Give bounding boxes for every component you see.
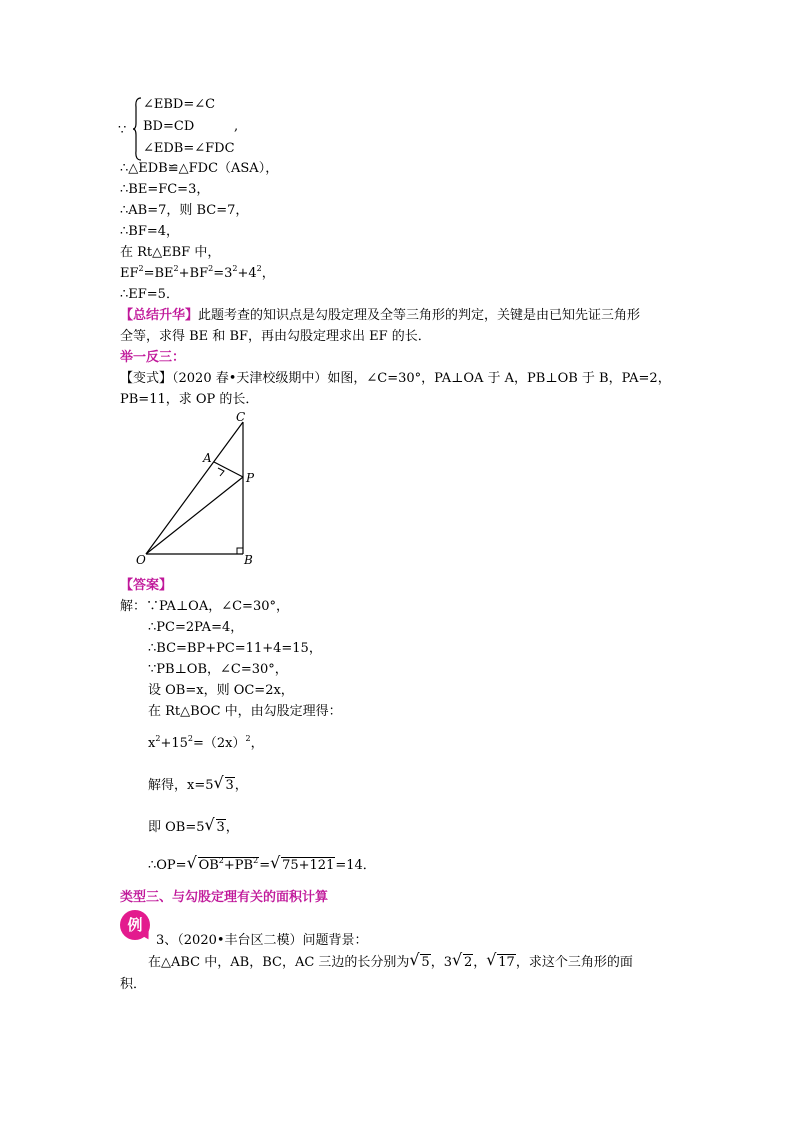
label-B: B [244,553,253,567]
system-comma: , [234,119,239,134]
practice-heading: 举一反三： [120,350,186,365]
variant-line-2: PB=11，求 OP 的长． [120,392,259,407]
answer-line-2: ∴BC=BP+PC=11+4=15， [148,641,322,656]
op-line: ∴OP= √ $OB^2+PB^2=$ √ 75+121=14． [148,853,376,873]
summary-line-1: 【总结升华】此题考查的知识点是勾股定理及全等三角形的判定，关键是由已知先证三角形 [120,308,641,323]
since-symbol: ∵ [118,123,127,138]
example-badge: 例 [120,910,150,940]
type3-heading: 类型三、与勾股定理有关的面积计算 [120,890,329,905]
system-line-1: ∠EBD=∠C [143,97,216,112]
proof-line-7: ∴EF=5． [120,287,179,302]
variant-line-1: 【变式】（2020 春•天津校级期中）如图，∠C=30°，PA⊥OA 于 A，PB⊥OB 于 B，PA=2， [120,371,671,386]
ob-line: 即 OB=5 √ 3， [148,815,239,835]
system-line-2: BD=CD [143,119,195,134]
proof-line-3: ∴AB=7，则 BC=7， [120,203,249,218]
answer-line-5: 在 Rt△BOC 中，由勾股定理得： [148,704,342,719]
equation-line: $x^2+15^2=(2x)^2$， [148,734,264,751]
proof-line-2: ∴BE=FC=3， [120,182,210,197]
proof-line-1: ∴△EDB≌△FDC（ASA）， [120,161,279,176]
example-line-3: 积． [120,977,147,992]
answer-line-0: 解：∵PA⊥OA，∠C=30°， [120,599,289,614]
summary-tag: 【总结升华】 [120,308,199,323]
proof-line-4: ∴BF=4， [120,224,180,239]
triangle-figure [128,410,278,570]
summary-line-2: 全等，求得 BE 和 BF，再由勾股定理求出 EF 的长． [120,329,431,344]
system-line-3: ∠EDB=∠FDC [143,141,235,156]
answer-line-1: ∴PC=2PA=4， [148,620,244,635]
solution-line: 解得，x=5 √ 3， [148,773,248,793]
label-P: P [246,471,255,485]
variant-tag: 【变式】 [120,371,173,386]
label-O: O [136,553,146,567]
answer-line-4: 设 OB=x，则 OC=2x， [148,683,294,698]
proof-line-5: 在 Rt△EBF 中， [120,245,221,260]
label-C: C [236,410,246,424]
example-line-2: 在△ABC 中，AB，BC，AC 三边的长分别为 √ 5，3 √ 2， √ 17，求这个三角形的面 [148,950,633,970]
label-A: A [203,451,212,465]
answer-line-3: ∵PB⊥OB，∠C=30°， [148,662,288,677]
proof-line-6: $EF^2=BE^2+BF^2=3^2+4^2$， [120,264,275,281]
example-line-1: 3、（2020•丰台区二模）问题背景： [156,933,368,948]
brace-icon [132,97,142,161]
answer-tag: 【答案】 [120,578,173,593]
